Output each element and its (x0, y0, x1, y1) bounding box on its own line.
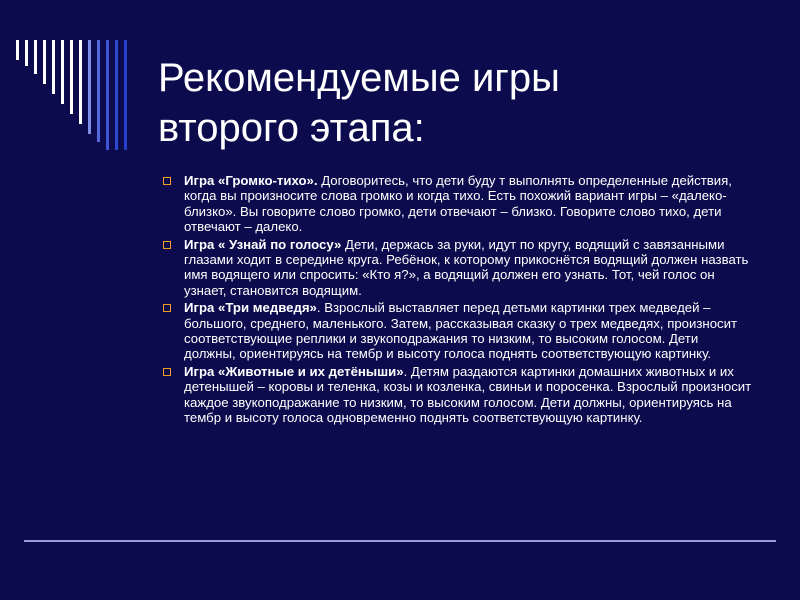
list-item (163, 173, 753, 235)
list-item (163, 300, 753, 362)
stripe (88, 40, 91, 134)
stripe (34, 40, 37, 74)
square-bullet-icon (163, 241, 171, 249)
stripe (79, 40, 82, 124)
game-title: Игра «Три медведя» (184, 300, 317, 316)
stripe (61, 40, 64, 104)
stripe (52, 40, 55, 94)
game-description: . Детям раздаются картинки домашних животных и их детенышей – коровы и теленка, козы и козленка, свиньи и поросенка. Взрослый произносит каждое звукоподражание то низким, то высоким голосом. Дети должны, ориентируясь на тембр и высоту голоса одновременно поднять соответствующую картинку. (184, 363, 752, 426)
game-title: Игра «Громко-тихо». (184, 173, 318, 188)
stripe (97, 40, 100, 142)
game-description: . Взрослый выставляет перед детьми картинки трех медведей – большого, среднего, маленького. Затем, рассказывая сказку о трех медведях, произносит соответствующие реплики и звукоподражания то низким, то высоким голосом. Дети должны, ориентируясь на тембр и высоту голоса поднять соответствующую картинку. (184, 300, 738, 362)
list-item (163, 364, 753, 426)
game-title: Игра « Узнай по голосу» (184, 236, 342, 252)
square-bullet-icon (163, 304, 171, 312)
square-bullet-icon (163, 177, 171, 185)
stripe (70, 40, 73, 114)
list-item (163, 237, 753, 299)
stripe (106, 40, 109, 150)
decorative-stripes (16, 40, 136, 150)
square-bullet-icon (163, 368, 171, 376)
title-line-1: Рекомендуемые игры (158, 56, 560, 100)
stripe (124, 40, 127, 150)
game-title: Игра «Животные и их детёныши» (184, 363, 404, 379)
stripe (25, 40, 28, 66)
game-description: Договоритесь, что дети буду т выполнять определенные действия, когда вы произносите слова громко и когда тихо. Есть похожий вариант игры – «далеко-близко». Вы говорите слово громко, дети отвечают – близко. Говорите слово тихо, дети отвечают – далеко. (184, 173, 732, 235)
bottom-divider (24, 540, 776, 542)
games-list (163, 173, 753, 428)
game-description: Дети, держась за руки, идут по кругу, водящий с завязанными глазами ходит в середине круга. Ребёнок, к которому прикоснётся водящий должен назвать имя водящего или спросить: «Кто я?», а водящий должен его узнать. Тот, чей голос он узнает, становится водящим. (184, 236, 749, 298)
stripe (16, 40, 19, 60)
stripe (115, 40, 118, 150)
slide-title (158, 53, 758, 153)
title-line-2: второго этапа: (158, 106, 425, 150)
stripe (43, 40, 46, 84)
